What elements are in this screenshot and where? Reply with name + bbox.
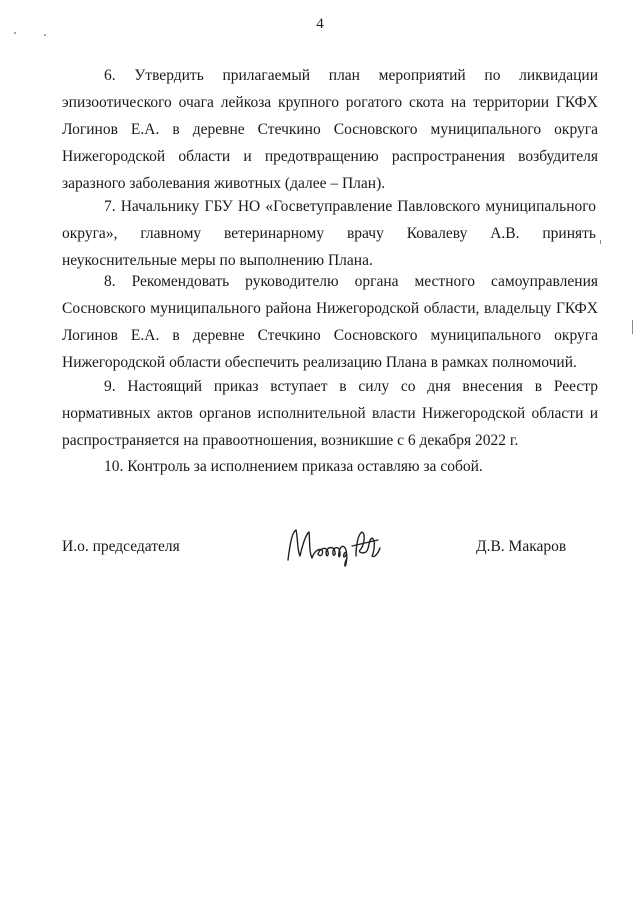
handwritten-signature-icon xyxy=(282,524,392,570)
paragraph-6: 6. Утвердить прилагаемый план мероприятий по ликвидации эпизоотического очага лейкоза крупного рогатого скота на территории ГКФХ Логинов Е.А. в деревне Стечкино Сосновского муниципального округа Нижегородской области и предотвращению распространения возбудителя заразного заболевания животных (далее – План). xyxy=(62,67,598,192)
scan-speck xyxy=(632,320,633,334)
paragraph-9: 9. Настоящий приказ вступает в силу со дня внесения в Реестр нормативных актов органов исполнительной власти Нижегородской области и распространяется на правоотношения, возникшие с 6 декабря 2022 г. xyxy=(62,378,598,449)
paragraph-7: 7. Начальнику ГБУ НО «Госветуправление Павловского муниципального округа», главному ветеринарному врачу Ковалеву А.В. принять неукоснительные меры по выполнению Плана. xyxy=(62,198,596,269)
page-number: 4 xyxy=(316,16,324,32)
scan-speck xyxy=(14,32,16,34)
signatory-name: Д.В. Макаров xyxy=(476,538,567,555)
scan-speck xyxy=(44,34,46,36)
paragraph-8: 8. Рекомендовать руководителю органа местного самоуправления Сосновского муниципального района Нижегородской области, владельцу ГКФХ Логинов Е.А. в деревне Стечкино Сосновского муниципального округа Нижегородской области обеспечить реализацию Плана в рамках полномочий. xyxy=(62,273,598,371)
paragraph-10: 10. Контроль за исполнением приказа оставляю за собой. xyxy=(104,458,483,475)
signature-block xyxy=(0,538,640,578)
scan-speck xyxy=(600,240,601,244)
signatory-title: И.о. председателя xyxy=(62,538,180,555)
